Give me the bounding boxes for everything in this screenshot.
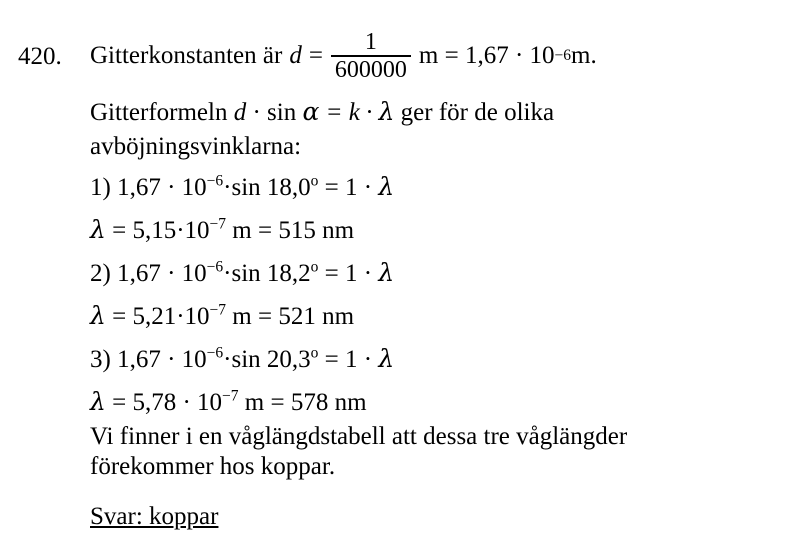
calc-2-degree: o bbox=[310, 258, 319, 276]
calc-3-lambda: λ bbox=[378, 344, 395, 373]
problem-first-row bbox=[18, 30, 780, 531]
fraction-one-over-600000 bbox=[331, 30, 411, 82]
result-3 bbox=[90, 388, 780, 417]
calc-3-degree: o bbox=[310, 344, 319, 362]
fraction-denominator: 600000 bbox=[334, 57, 407, 83]
problem-number: 420. bbox=[18, 43, 62, 70]
calc-3-exponent: −6 bbox=[206, 344, 224, 362]
result-3-lambda: λ bbox=[90, 387, 106, 416]
calc-3-rest: ·sin 20,3 bbox=[223, 346, 311, 373]
calc-3-tail: = 1 · bbox=[318, 346, 373, 373]
intro-variable-d: d bbox=[289, 42, 302, 69]
formula-text-b: · sin bbox=[252, 99, 297, 126]
calculation-2 bbox=[90, 259, 780, 288]
result-1-lambda: λ bbox=[90, 215, 106, 244]
fraction-numerator: 1 bbox=[364, 29, 377, 55]
calc-1-label: 1) 1,67 · 10 bbox=[90, 174, 207, 201]
calculation-3 bbox=[90, 345, 780, 374]
answer-text: Svar: koppar bbox=[90, 503, 219, 530]
calc-1-exponent: −6 bbox=[206, 172, 224, 190]
conclusion-line-2: förekommer hos koppar. bbox=[90, 453, 336, 480]
result-3-value: = 5,78 · 10 bbox=[112, 389, 223, 416]
calc-2-exponent: −6 bbox=[206, 258, 224, 276]
intro-after-fraction: m = 1,67 · 10 bbox=[418, 42, 555, 69]
calc-2-rest: ·sin 18,2 bbox=[223, 260, 311, 287]
grating-formula-line bbox=[90, 98, 780, 127]
result-3-tail: m = 578 nm bbox=[238, 389, 367, 416]
intro-equals: = bbox=[308, 42, 323, 69]
problem-body bbox=[90, 30, 780, 531]
grating-formula-line-2: avböjningsvinklarna: bbox=[90, 133, 302, 160]
result-1-exponent: −7 bbox=[209, 215, 227, 233]
calc-3-label: 3) 1,67 · 10 bbox=[90, 346, 207, 373]
calc-1-degree: o bbox=[310, 172, 319, 190]
problem-block bbox=[18, 30, 780, 531]
calc-2-lambda: λ bbox=[378, 258, 395, 287]
result-3-exponent: −7 bbox=[222, 387, 239, 405]
result-2 bbox=[90, 302, 780, 331]
calc-2-tail: = 1 · bbox=[318, 260, 373, 287]
result-2-tail: m = 521 nm bbox=[226, 303, 355, 330]
intro-line: Gitterkonstanten är d = $\frac{1}{600000}$ m = 1,67 · 10 −6 m. bbox=[90, 29, 597, 83]
intro-text: Gitterkonstanten är bbox=[90, 42, 283, 69]
result-1 bbox=[90, 216, 780, 245]
formula-lambda: λ bbox=[378, 97, 395, 126]
formula-text-e: ger för de olika bbox=[400, 99, 555, 126]
result-2-value: = 5,21·10 bbox=[112, 303, 210, 330]
result-2-exponent: −7 bbox=[209, 301, 227, 319]
calc-1-rest: ·sin 18,0 bbox=[223, 174, 311, 201]
calc-2-label: 2) 1,67 · 10 bbox=[90, 260, 207, 287]
calculation-1 bbox=[90, 173, 780, 202]
formula-alpha: α bbox=[302, 97, 320, 126]
calc-1-lambda: λ bbox=[378, 172, 395, 201]
result-1-value: = 5,15·10 bbox=[112, 217, 210, 244]
result-1-tail: m = 515 nm bbox=[226, 217, 355, 244]
conclusion-line-1: Vi finner i en våglängdstabell att dessa tre våglängder bbox=[90, 423, 628, 450]
intro-unit: m. bbox=[571, 42, 597, 69]
formula-text-a: Gitterformeln bbox=[90, 99, 228, 126]
result-2-lambda: λ bbox=[90, 301, 106, 330]
calc-1-tail: = 1 · bbox=[318, 174, 373, 201]
formula-text-c: = k · bbox=[325, 99, 373, 126]
formula-variable-d: d bbox=[233, 99, 247, 126]
